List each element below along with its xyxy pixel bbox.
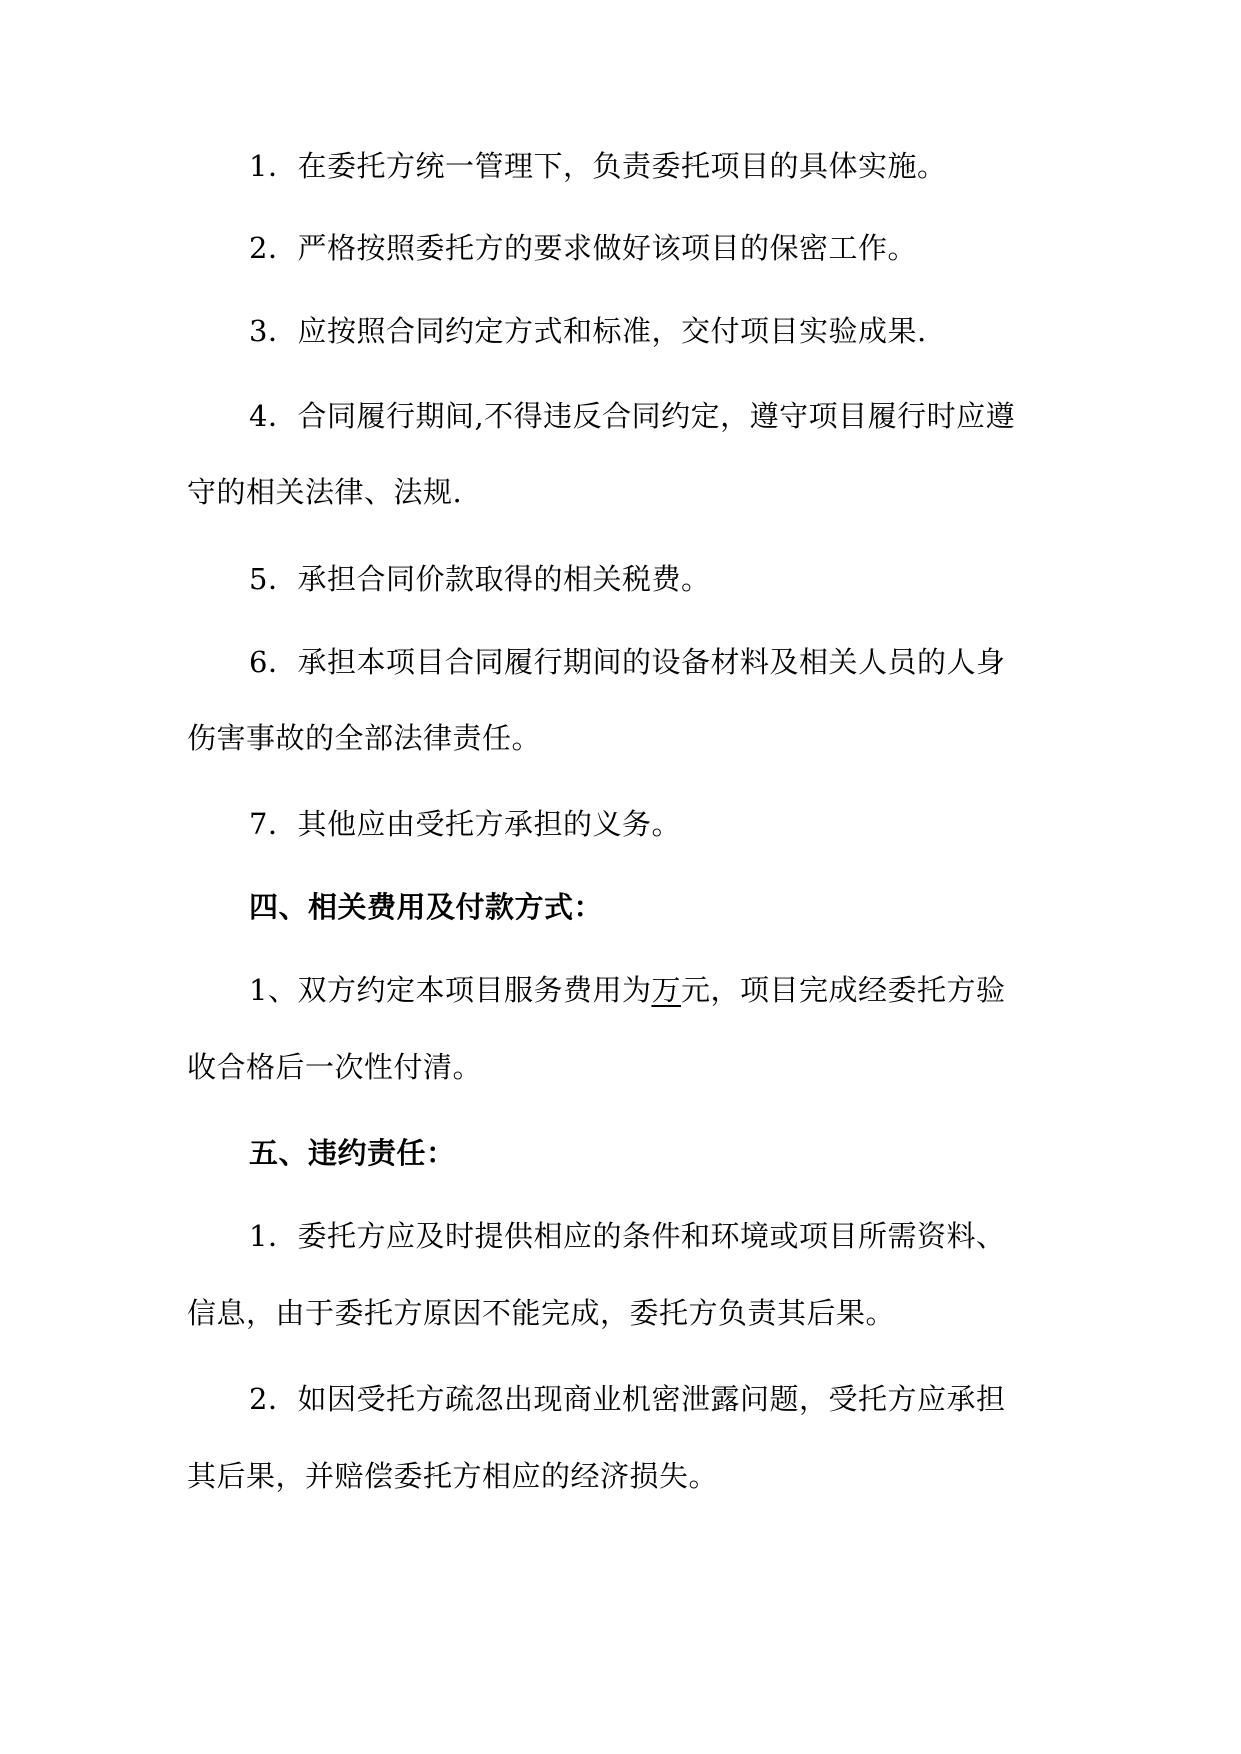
item-text: 应按照合同约定方式和标准，交付项目实验成果.	[297, 314, 927, 348]
obligation-item-7	[0, 804, 1241, 844]
fee-item-1-continued	[0, 1047, 1241, 1087]
obligation-item-5	[0, 559, 1241, 599]
item-number: 1．	[249, 1219, 298, 1253]
item-text: 委托方应及时提供相应的条件和环境或项目所需资料、	[297, 1219, 1006, 1253]
item-text: 合同履行期间,不得违反合同约定，遵守项目履行时应遵	[297, 399, 1016, 433]
breach-item-1	[0, 1216, 1241, 1256]
item-number: 2．	[249, 1382, 298, 1416]
amount-blank: 万	[651, 973, 681, 1007]
item-text: 其他应由受托方承担的义务。	[297, 807, 681, 841]
item-number: 2．	[249, 231, 298, 265]
item-text: 元，项目完成经委托方验	[680, 973, 1006, 1007]
item-number: 7．	[249, 807, 298, 841]
obligation-item-1	[0, 146, 1241, 186]
item-number: 5．	[249, 562, 298, 596]
item-text: 收合格后一次性付清。	[187, 1050, 483, 1084]
item-text: 其后果，并赔偿委托方相应的经济损失。	[187, 1459, 719, 1493]
item-text: 信息，由于委托方原因不能完成，委托方负责其后果。	[187, 1296, 896, 1330]
item-number: 6．	[249, 645, 298, 679]
item-text: 如因受托方疏忽出现商业机密泄露问题，受托方应承担	[297, 1382, 1006, 1416]
breach-item-2-continued	[0, 1456, 1241, 1496]
obligation-item-4-continued	[0, 472, 1241, 512]
item-text: 1、双方约定本项目服务费用为	[249, 973, 652, 1007]
obligation-item-6-continued	[0, 718, 1241, 758]
item-text: 承担合同价款取得的相关税费。	[297, 562, 711, 596]
breach-item-2	[0, 1379, 1241, 1419]
fee-item-1	[0, 970, 1241, 1010]
item-text: 守的相关法律、法规.	[187, 475, 463, 509]
item-number: 3．	[249, 314, 298, 348]
obligation-item-6	[0, 642, 1241, 682]
item-text: 伤害事故的全部法律责任。	[187, 721, 542, 755]
obligation-item-3	[0, 311, 1241, 351]
item-number: 4．	[249, 399, 298, 433]
item-text: 严格按照委托方的要求做好该项目的保密工作。	[297, 231, 917, 265]
section-5-heading: 五、违约责任：	[249, 1136, 456, 1170]
breach-item-1-continued	[0, 1293, 1241, 1333]
obligation-item-2	[0, 228, 1241, 268]
item-text: 在委托方统一管理下，负责委托项目的具体实施。	[297, 149, 947, 183]
section-4-heading: 四、相关费用及付款方式：	[249, 890, 604, 924]
obligation-item-4	[0, 396, 1241, 436]
item-number: 1．	[249, 149, 298, 183]
item-text: 承担本项目合同履行期间的设备材料及相关人员的人身	[297, 645, 1006, 679]
